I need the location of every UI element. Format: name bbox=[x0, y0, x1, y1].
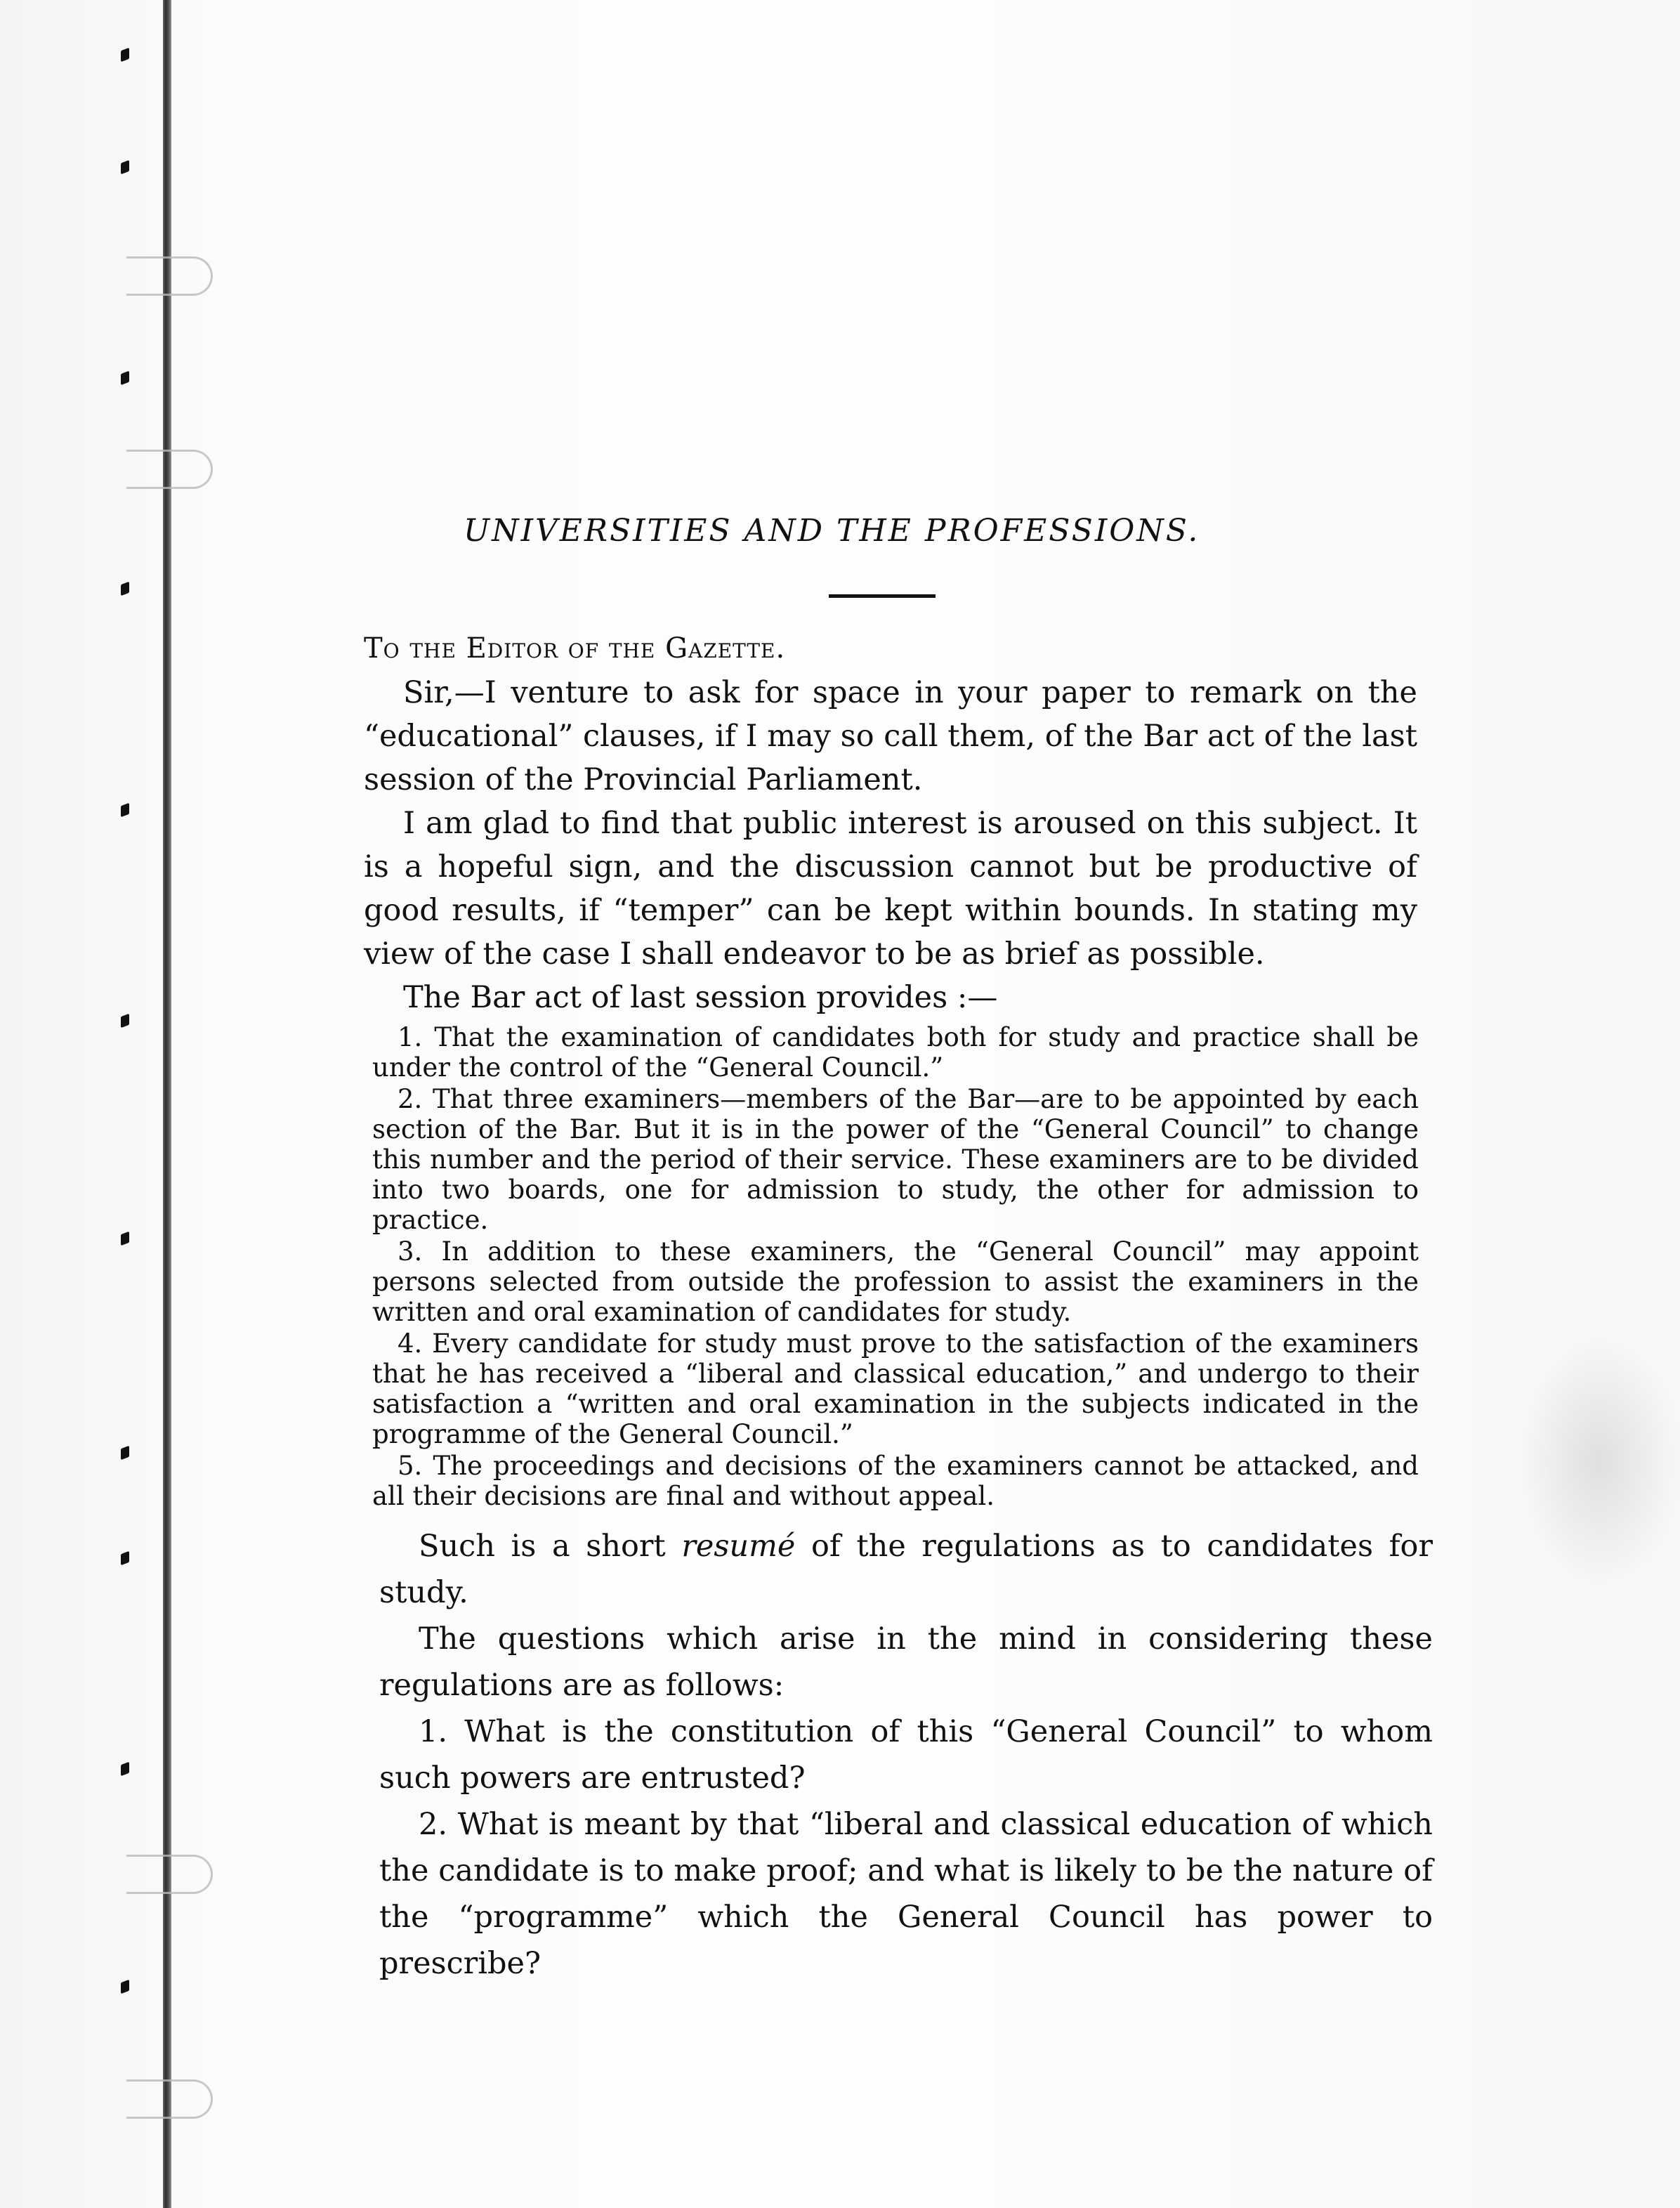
summary-paragraph bbox=[379, 1523, 1433, 1616]
salutation: To the Editor of the Gazette. bbox=[364, 632, 786, 665]
stitch-mark bbox=[121, 1232, 129, 1246]
stitch-mark bbox=[121, 1762, 129, 1776]
stitch-mark bbox=[121, 371, 129, 385]
questions-intro: The questions which arise in the mind in considering these regulations are as follows: bbox=[379, 1621, 1433, 1703]
paper-stain bbox=[1517, 1335, 1680, 1588]
letter-body bbox=[364, 671, 1417, 1019]
stitch-mark bbox=[121, 48, 129, 62]
provision-item: 3. In addition to these examiners, the “General Council” may appoint persons selected from outside the profession to assist the examiners in the written and oral examination of candidates for study. bbox=[372, 1236, 1419, 1327]
stitch-mark bbox=[121, 1014, 129, 1028]
provision-item: 4. Every candidate for study must prove to the satisfaction of the examiners that he has received a “liberal and classical education,” and undergo to their satisfaction a “written and oral examination in the subjects indicated in the programme of the General Council.” bbox=[372, 1328, 1419, 1449]
stitch-mark bbox=[121, 1980, 129, 1994]
provisions-list bbox=[372, 1022, 1419, 1513]
summary-text: of the regulations as to candidates for study. bbox=[379, 1529, 1433, 1610]
closing-section bbox=[379, 1523, 1433, 1987]
thread-loop bbox=[126, 450, 213, 489]
thread-loop bbox=[126, 1855, 213, 1894]
summary-italic: resumé bbox=[681, 1529, 796, 1564]
stitch-mark bbox=[121, 803, 129, 817]
question-item: 1. What is the constitution of this “General Council” to whom such powers are entrusted? bbox=[379, 1714, 1433, 1796]
stitch-mark bbox=[121, 160, 129, 174]
paragraph: The Bar act of last session provides :— bbox=[403, 980, 998, 1015]
summary-text: Such is a short bbox=[419, 1529, 682, 1564]
paragraph: Sir,—I venture to ask for space in your paper to remark on the “educational” clauses, if I may so call them, of the Bar act of the last session of the Provincial Parliament. bbox=[364, 675, 1417, 797]
question-item: 2. What is meant by that “liberal and classical education of which the candidate is to make proof; and what is likely to be the nature of the “programme” which the General Council has power to prescribe? bbox=[379, 1807, 1433, 1981]
stitch-mark bbox=[121, 582, 129, 596]
thread-loop bbox=[126, 256, 213, 296]
title-rule bbox=[829, 594, 936, 598]
article-title: UNIVERSITIES AND THE PROFESSIONS. bbox=[464, 513, 1200, 549]
stitch-mark bbox=[121, 1551, 129, 1565]
paragraph: I am glad to find that public interest is aroused on this subject. It is a hopeful sign, and the discussion cannot but be productive of good results, if “temper” can be kept within bounds. In stating my view of the case I shall endeavor to be as brief as possible. bbox=[364, 806, 1417, 972]
thread-loop bbox=[126, 2079, 213, 2119]
stitch-mark bbox=[121, 1446, 129, 1460]
provision-item: 1. That the examination of candidates both for study and practice shall be under the control of the “General Council.” bbox=[372, 1022, 1419, 1083]
provision-item: 2. That three examiners—members of the Bar—are to be appointed by each section of the Bar. But it is in the power of the “General Council” to change this number and the period of their service. These examiners are to be divided into two boards, one for admission to study, the other for admission to practice. bbox=[372, 1084, 1419, 1235]
provision-item: 5. The proceedings and decisions of the examiners cannot be attacked, and all their decisions are final and without appeal. bbox=[372, 1451, 1419, 1511]
